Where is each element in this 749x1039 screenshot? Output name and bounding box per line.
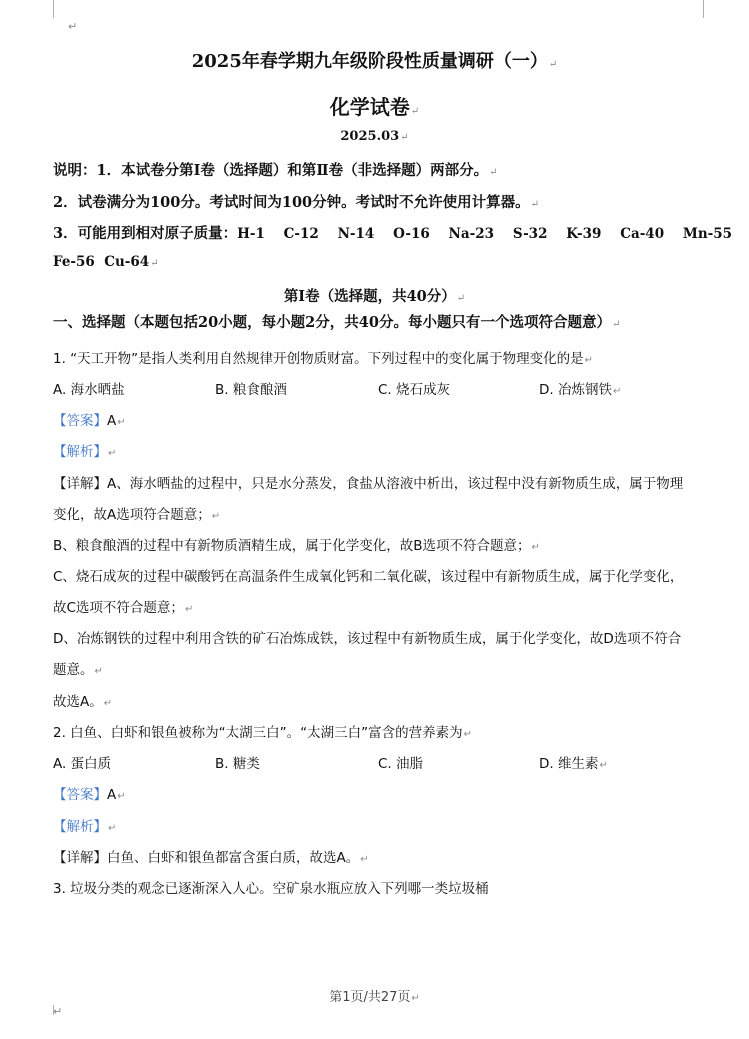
question-1-detail-a: 【详解】A、海水晒盐的过程中，只是水分蒸发，食盐从溶液中析出，该过程中没有新物质生成，属于物理 bbox=[53, 476, 684, 492]
question-1-detail-c: C、烧石成灰的过程中碳酸钙在高温条件生成氧化钙和二氧化碳，该过程中有新物质生成，属于化学变化， bbox=[53, 569, 684, 585]
question-1-answer: 【答案】A↵ bbox=[53, 413, 126, 429]
instruction-line-3: 3．可能用到相对原子质量：H-1 C-12 N-14 O-16 Na-23 S-32 K-39 Ca-40 Mn-55 bbox=[53, 225, 733, 242]
question-1-detail-a-cont: 变化，故A选项符合题意；↵ bbox=[53, 507, 221, 523]
option-d: D. 冶炼钢铁↵ bbox=[539, 382, 622, 398]
option-d: D. 维生素↵ bbox=[539, 756, 608, 772]
option-c: C. 油脂 bbox=[378, 756, 424, 772]
paragraph-mark: ↵ bbox=[53, 1005, 63, 1018]
instruction-line-1: 说明：1．本试卷分第Ⅰ卷（选择题）和第Ⅱ卷（非选择题）两部分。↵ bbox=[53, 162, 498, 179]
question-1-detail-c-cont: 故C选项不符合题意；↵ bbox=[53, 600, 194, 616]
option-b: B. 粮食酿酒 bbox=[215, 382, 287, 398]
question-1-stem: 1. “天工开物”是指人类利用自然规律开创物质财富。下列过程中的变化属于物理变化的是↵ bbox=[53, 351, 594, 367]
instruction-line-2: 2．试卷满分为100分。考试时间为100分钟。考试时不允许使用计算器。↵ bbox=[53, 194, 540, 211]
exam-title: 2025年春学期九年级阶段性质量调研（一）↵ bbox=[191, 51, 558, 72]
page-footer: 第1页/共27页↵ bbox=[329, 990, 420, 1005]
question-2-detail: 【详解】白鱼、白虾和银鱼都富含蛋白质，故选A。↵ bbox=[53, 850, 369, 866]
section-heading: 一、选择题（本题包括20小题，每小题2分，共40分。每小题只有一个选项符合题意）↵ bbox=[53, 314, 621, 331]
question-1-analysis: 【解析】↵ bbox=[53, 444, 117, 460]
paragraph-mark: ↵ bbox=[68, 20, 78, 33]
top-left-corner-mark bbox=[53, 0, 54, 18]
question-1-conclusion: 故选A。↵ bbox=[53, 694, 113, 710]
instruction-line-4: Fe-56 Cu-64↵ bbox=[53, 254, 159, 270]
question-2-stem: 2. 白鱼、白虾和银鱼被称为“太湖三白”。“太湖三白”富含的营养素为↵ bbox=[53, 725, 473, 741]
exam-date: 2025.03↵ bbox=[340, 129, 409, 144]
option-a: A. 蛋白质 bbox=[53, 756, 112, 772]
question-2-options bbox=[53, 752, 703, 772]
option-a: A. 海水晒盐 bbox=[53, 382, 125, 398]
question-1-options bbox=[53, 378, 703, 398]
question-1-detail-b: B、粮食酿酒的过程中有新物质酒精生成，属于化学变化，故B选项不符合题意；↵ bbox=[53, 538, 540, 554]
option-c: C. 烧石成灰 bbox=[378, 382, 451, 398]
question-1-detail-d-cont: 题意。↵ bbox=[53, 662, 103, 678]
question-1-detail-d: D、冶炼钢铁的过程中利用含铁的矿石冶炼成铁，该过程中有新物质生成，属于化学变化，故D选项不符合 bbox=[53, 631, 682, 647]
question-2-analysis: 【解析】↵ bbox=[53, 819, 117, 835]
section-title: 第Ⅰ卷（选择题，共40分）↵ bbox=[283, 288, 466, 305]
subject-title: 化学试卷↵ bbox=[329, 95, 420, 119]
top-right-corner-mark bbox=[703, 0, 704, 18]
question-3-stem: 3. 垃圾分类的观念已逐渐深入人心。空矿泉水瓶应放入下列哪一类垃圾桶 bbox=[53, 881, 489, 897]
question-2-answer: 【答案】A↵ bbox=[53, 787, 126, 803]
option-b: B. 糖类 bbox=[215, 756, 260, 772]
